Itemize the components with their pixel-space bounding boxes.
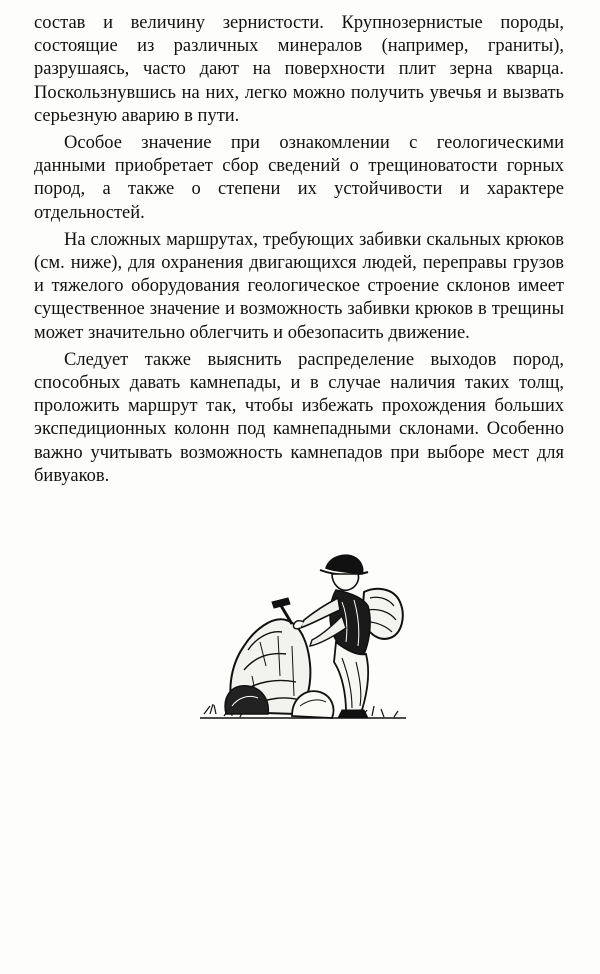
geologist-with-hammer-icon — [196, 546, 420, 722]
paragraph-rock-hooks: На сложных маршрутах, требующих забивки скальных крюков (см. ниже), для охранения двигающихся людей, переправы грузов и тяжелого оборудования геологическое строение склонов имеет существенное значение и возможность забивки крюков в трещины может значительно облегчить и обезопасить движение. — [34, 229, 564, 343]
paragraph-fracturing: Особое значение при ознакомлении с геологическими данными приобретает сбор сведений о трещиноватости горных пород, а также о степени их устойчивости и характере отдельностей. — [34, 133, 564, 223]
rock-boulder — [225, 619, 333, 718]
paragraph-continuation: состав и величину зернистости. Крупнозернистые породы, состоящие из различных минералов (например, граниты), разрушаясь, часто дают на поверхности плит зерна кварца. Поскользнувшись на них, легко можно получить увечья и вызвать серьезную аварию в пути. — [34, 13, 564, 126]
paragraph-rockfalls: Следует также выяснить распределение выходов пород, способных давать камнепады, и в случае наличия таких толщ, проложить маршрут так, чтобы избежать прохождения больших экспедиционных колонн под камнепадными склонами. Особенно важно учитывать возможность камнепадов при выборе мест для бивуаков. — [34, 349, 564, 486]
body-text — [34, 12, 564, 488]
